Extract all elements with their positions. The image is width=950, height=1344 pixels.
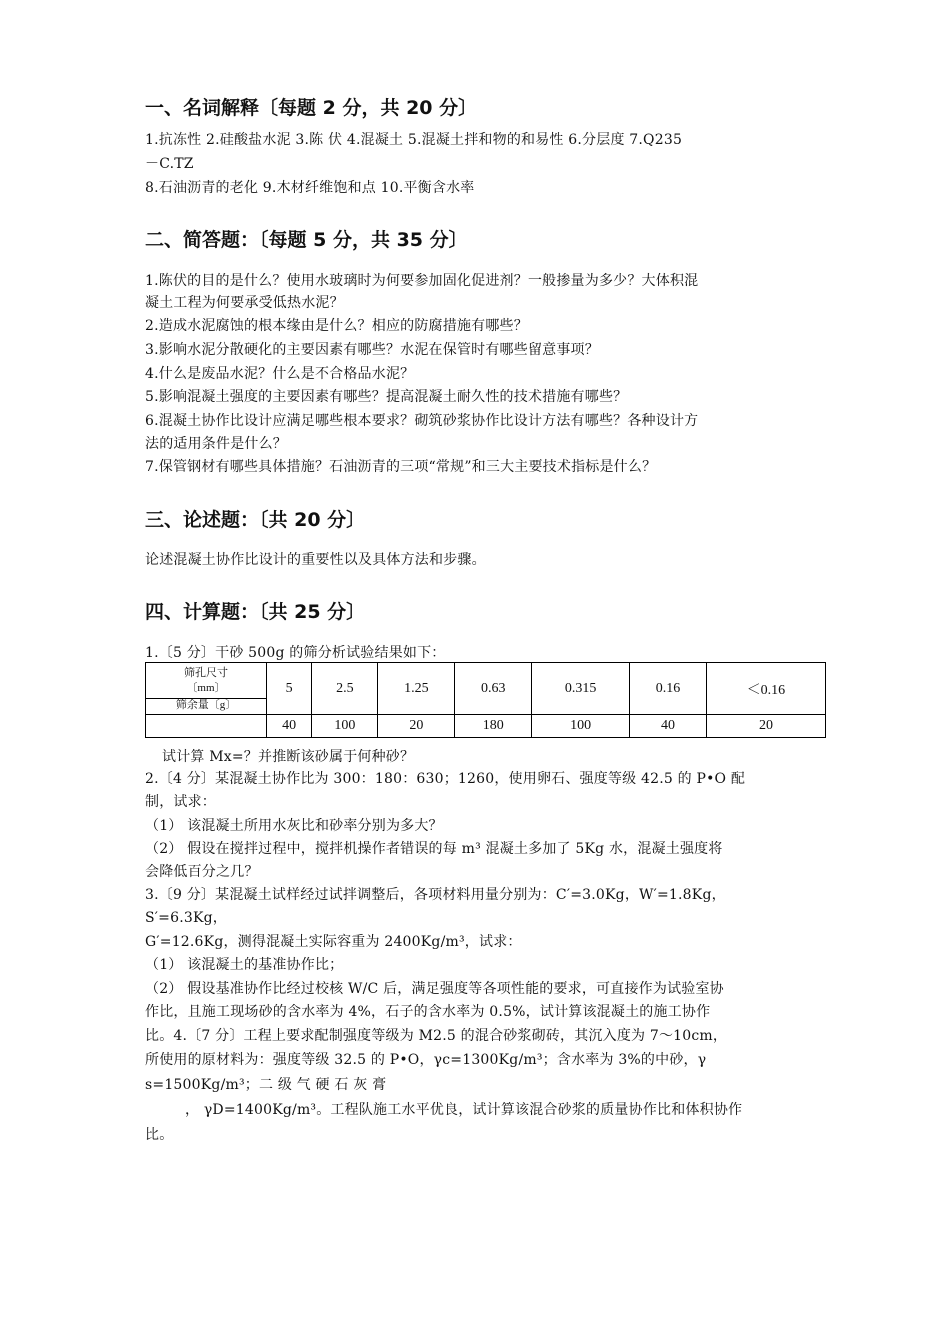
size-cell: 0.16: [630, 663, 707, 715]
header-unit: 〔mm〕: [186, 681, 226, 694]
q1-ask: 试计算 Mx=？并推断该砂属于何种砂？: [162, 749, 415, 765]
residue-cell: 100: [532, 715, 630, 738]
q-line-10: （2） 假设基准协作比经过校核 W/C 后，满足强度等各项性能的要求，可直接作为试验室协: [145, 981, 724, 997]
sieve-table: [145, 662, 826, 738]
header-residue: 筛余量〔g〕: [146, 698, 266, 712]
q-line-5: 会降低百分之几？: [145, 864, 259, 880]
section1-line-2: －C.TZ: [145, 156, 194, 172]
size-cell: 0.315: [532, 663, 630, 715]
section2-line-1: 1.陈伏的目的是什么？使用水玻璃时为何要参加固化促进剂？一般掺量为多少？大体积混: [145, 273, 699, 289]
q-line-7: S′=6.3Kg，: [145, 910, 227, 926]
size-cell: 5: [267, 663, 312, 715]
table-row-sizes: [146, 663, 826, 715]
residue-cell: 40: [630, 715, 707, 738]
residue-cell: 180: [455, 715, 532, 738]
q-line-15: ， γD=1400Kg/m³。工程队施工水平优良，试计算该混合砂浆的质量协作比和体积协作: [185, 1102, 743, 1118]
size-cell: ＜0.16: [706, 663, 825, 715]
q-line-2: 制，试求：: [145, 794, 216, 810]
q1-intro: 1.〔5 分〕干砂 500g 的筛分析试验结果如下：: [145, 645, 446, 661]
q-line-3: （1） 该混凝土所用水灰比和砂率分别为多大？: [145, 818, 443, 834]
section2-line-2: 凝土工程为何要承受低热水泥？: [145, 295, 344, 311]
q-line-8: G′=12.6Kg，测得混凝土实际容重为 2400Kg/m³，试求：: [145, 934, 522, 950]
size-cell: 1.25: [378, 663, 455, 715]
section3-line-1: 论述混凝土协作比设计的重要性以及具体方法和步骤。: [145, 552, 486, 568]
q-line-4: （2） 假设在搅拌过程中，搅拌机操作者错误的每 m³ 混凝土多加了 5Kg 水，混凝土强度将: [145, 841, 723, 857]
section4-title: 四、计算题：〔共 25 分〕: [145, 601, 366, 623]
size-cell: 2.5: [312, 663, 378, 715]
q-line-9: （1） 该混凝土的基准协作比；: [145, 957, 344, 973]
section1-line-3: 8.石油沥青的老化 9.木材纤维饱和点 10.平衡含水率: [145, 180, 475, 196]
table-row-residues: [146, 715, 826, 738]
section2-line-3: 2.造成水泥腐蚀的根本缘由是什么？相应的防腐措施有哪些？: [145, 318, 528, 334]
table-header-cell: [146, 663, 267, 715]
residue-cell: 100: [312, 715, 378, 738]
section2-line-4: 3.影响水泥分散硬化的主要因素有哪些？水泥在保管时有哪些留意事项？: [145, 342, 599, 358]
residue-cell: 20: [706, 715, 825, 738]
residue-label-cell: [146, 715, 267, 738]
q-line-12: 比。4.〔7 分〕工程上要求配制强度等级为 M2.5 的混合砂浆砌砖，其沉入度为 7～10cm，: [145, 1028, 728, 1044]
header-sieve-size: 筛孔尺寸: [184, 666, 228, 679]
residue-cell: 20: [378, 715, 455, 738]
section1-title: 一、名词解释〔每题 2 分，共 20 分〕: [145, 97, 478, 119]
section2-line-5: 4.什么是废品水泥？什么是不合格品水泥？: [145, 366, 415, 382]
section1-line-1: 1.抗冻性 2.硅酸盐水泥 3.陈 伏 4.混凝土 5.混凝土拌和物的和易性 6.分层度 7.Q235: [145, 132, 683, 148]
q-line-16: 比。: [145, 1127, 174, 1143]
section2-line-7: 6.混凝土协作比设计应满足哪些根本要求？砌筑砂浆协作比设计方法有哪些？各种设计方: [145, 413, 699, 429]
q-line-11: 作比，且施工现场砂的含水率为 4%，石子的含水率为 0.5%，试计算该混凝土的施工协作: [145, 1004, 711, 1020]
section2-line-9: 7.保管钢材有哪些具体措施？石油沥青的三项“常规”和三大主要技术指标是什么？: [145, 459, 657, 475]
section2-line-8: 法的适用条件是什么？: [145, 436, 287, 452]
section2-line-6: 5.影响混凝土强度的主要因素有哪些？提高混凝土耐久性的技术措施有哪些？: [145, 389, 628, 405]
residue-cell: 40: [267, 715, 312, 738]
section2-title: 二、简答题：〔每题 5 分，共 35 分〕: [145, 229, 468, 251]
q-line-14: s=1500Kg/m³；二 级 气 硬 石 灰 膏: [145, 1077, 387, 1093]
q-line-6: 3.〔9 分〕某混凝土试样经过试拌调整后，各项材料用量分别为：C′=3.0Kg，W′=1.8Kg，: [145, 887, 726, 903]
section3-title: 三、论述题：〔共 20 分〕: [145, 509, 366, 531]
size-cell: 0.63: [455, 663, 532, 715]
q-line-1: 2.〔4 分〕某混凝土协作比为 300：180：630；1260，使用卵石、强度等级 42.5 的 P•O 配: [145, 771, 746, 787]
q-line-13: 所使用的原材料为：强度等级 32.5 的 P•O，γc=1300Kg/m³；含水率为 3%的中砂，γ: [145, 1052, 707, 1068]
